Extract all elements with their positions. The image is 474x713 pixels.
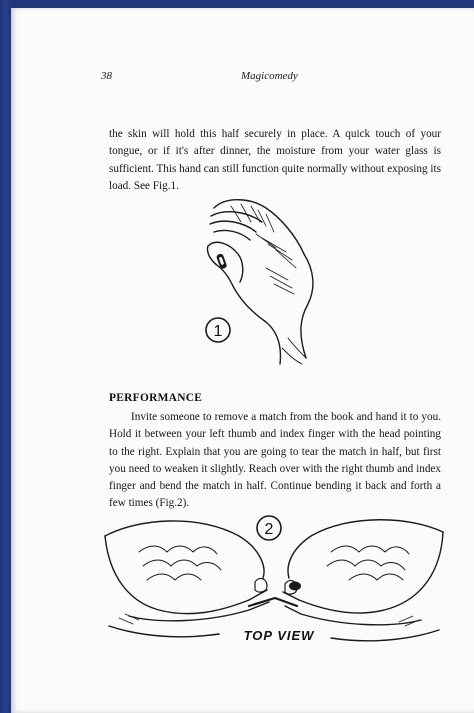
running-title: Magicomedy <box>241 70 298 82</box>
paragraph-2: Invite someone to remove a match from the book and hand it to you. Hold it between your left thumb and index finger with the head pointing to the right. Explain that you are going to tear the match in half, but first you need to weaken it slightly. Reach over with the right thumb and index finger and bend the match in half. Continue bending it back and forth a few times (Fig.2). <box>109 411 441 510</box>
section-heading: PERFORMANCE <box>109 392 203 404</box>
figure-2-hands-illustration <box>99 506 449 666</box>
figure-1-hand-illustration <box>196 188 346 370</box>
match-head-icon <box>289 582 301 591</box>
page-number: 38 <box>101 70 112 82</box>
figure-1-number: 1 <box>213 323 223 340</box>
paragraph-1: the skin will hold this half securely in place. A quick touch of your tongue, or if it's after dinner, the moisture from your water glass is sufficient. This hand can still function quite normally without exposing its load. See Fig.1. <box>109 128 441 192</box>
figure-2-number: 2 <box>264 521 274 538</box>
figure-2-caption: TOP VIEW <box>243 628 315 643</box>
book-page <box>11 8 474 713</box>
